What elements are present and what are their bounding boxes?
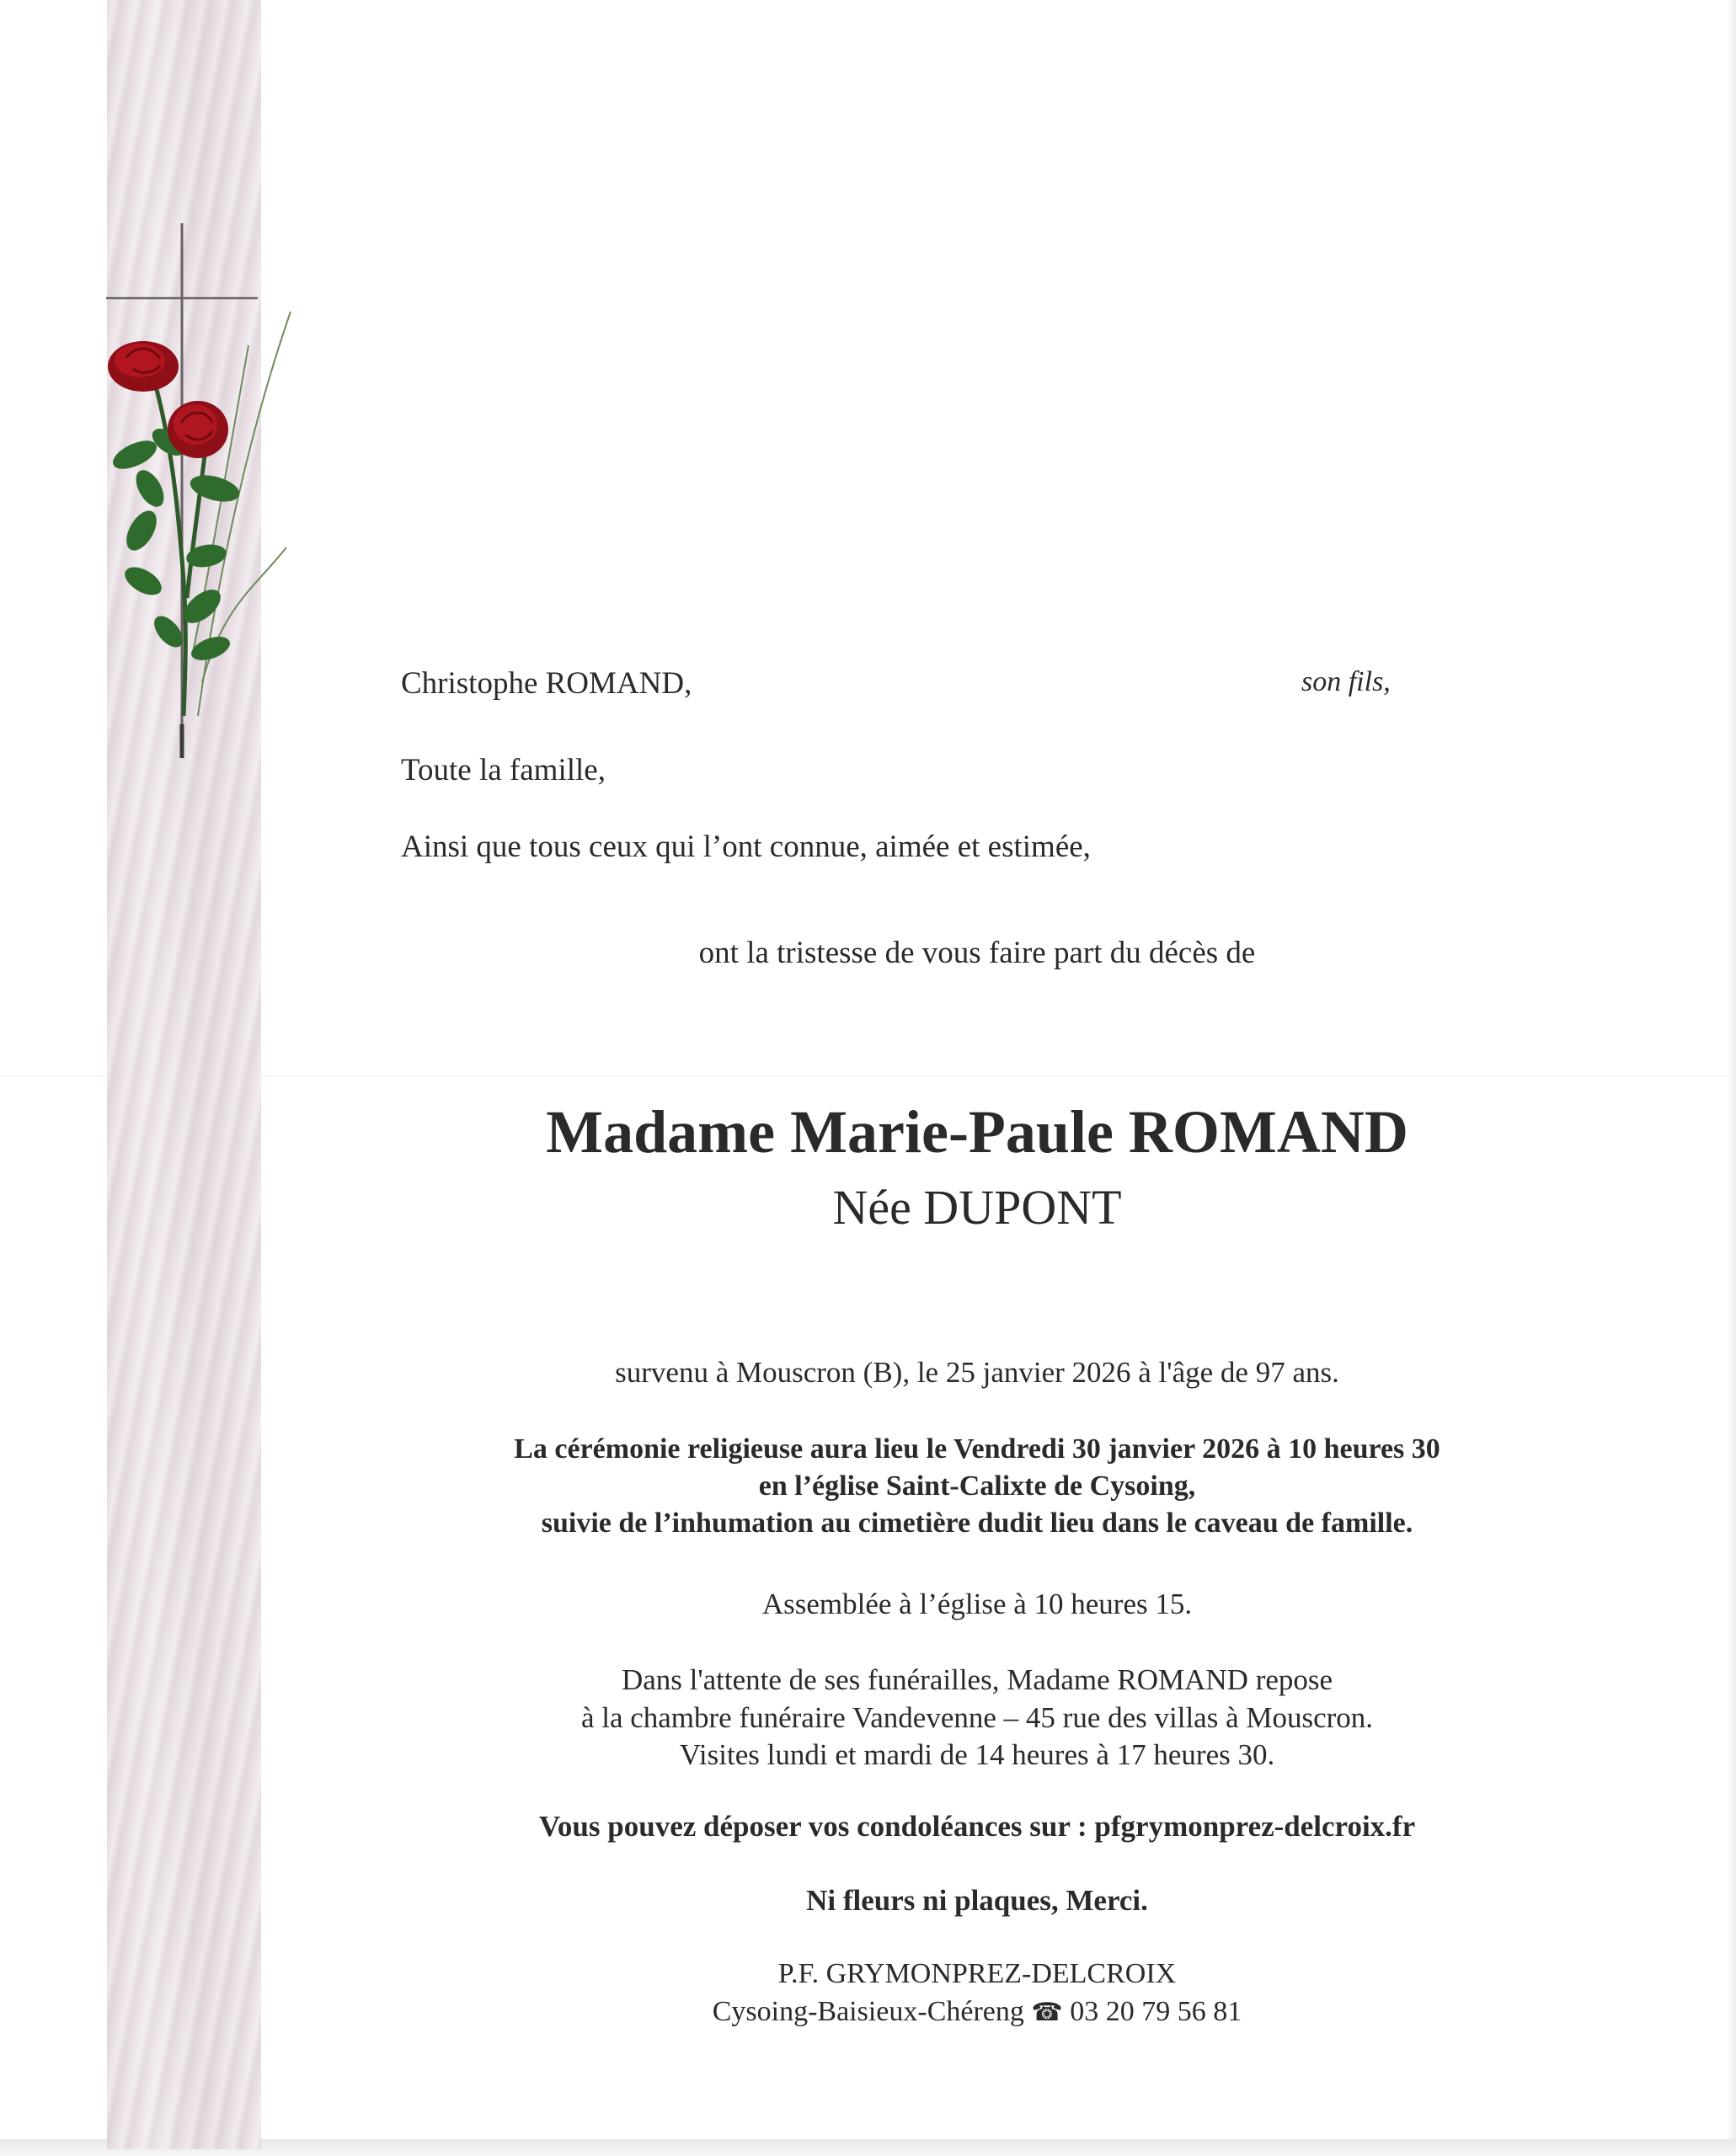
sender-relation: son fils, bbox=[1301, 666, 1391, 697]
page-right-edge bbox=[1728, 0, 1736, 2156]
rose-icon bbox=[168, 401, 228, 458]
acquaintances-line: Ainsi que tous ceux qui l’ont connue, aimée et estimée, bbox=[401, 830, 1091, 864]
ceremony-line-2: en l’église Saint-Calixte de Cysoing, bbox=[758, 1470, 1196, 1502]
funeral-home-contact bbox=[387, 1996, 1567, 2028]
repose-line-2: à la chambre funéraire Vandevenne – 45 rue des villas à Mouscron. bbox=[580, 1701, 1374, 1734]
announcement-intro: ont la tristesse de vous faire part du décès de bbox=[698, 936, 1256, 970]
ceremony-line-1: La cérémonie religieuse aura lieu le Vendredi 30 janvier 2026 à 10 heures 30 bbox=[514, 1433, 1440, 1465]
death-details: survenu à Mouscron (B), le 25 janvier 2026 à l'âge de 97 ans. bbox=[615, 1356, 1339, 1389]
deceased-name: Madame Marie-Paule ROMAND bbox=[546, 1098, 1408, 1166]
rose-icon bbox=[108, 341, 179, 392]
flowers-note: Ni fleurs ni plaques, Merci. bbox=[806, 1884, 1148, 1917]
funeral-home-name: P.F. GRYMONPREZ-DELCROIX bbox=[777, 1958, 1177, 1989]
ceremony-line-3: suivie de l’inhumation au cimetière dudit lieu dans le caveau de famille. bbox=[541, 1508, 1413, 1539]
telephone-icon: ☎ bbox=[1031, 1998, 1063, 2027]
repose-line-1: Dans l'attente de ses funérailles, Madame ROMAND repose bbox=[621, 1663, 1333, 1696]
sender-name: Christophe ROMAND, bbox=[401, 666, 692, 701]
funeral-home-phone: 03 20 79 56 81 bbox=[1070, 1996, 1242, 2027]
condolences-note: Vous pouvez déposer vos condoléances sur : pfgrymonprez-delcroix.fr bbox=[538, 1810, 1416, 1843]
funeral-home-location: Cysoing-Baisieux-Chéreng bbox=[712, 1996, 1024, 2027]
family-line: Toute la famille, bbox=[401, 753, 606, 787]
cross-and-roses-illustration bbox=[84, 211, 303, 766]
repose-line-3: Visites lundi et mardi de 14 heures à 17 heures 30. bbox=[679, 1738, 1275, 1771]
deceased-maiden-name: Née DUPONT bbox=[832, 1180, 1122, 1235]
gathering-note: Assemblée à l’église à 10 heures 15. bbox=[761, 1588, 1193, 1620]
